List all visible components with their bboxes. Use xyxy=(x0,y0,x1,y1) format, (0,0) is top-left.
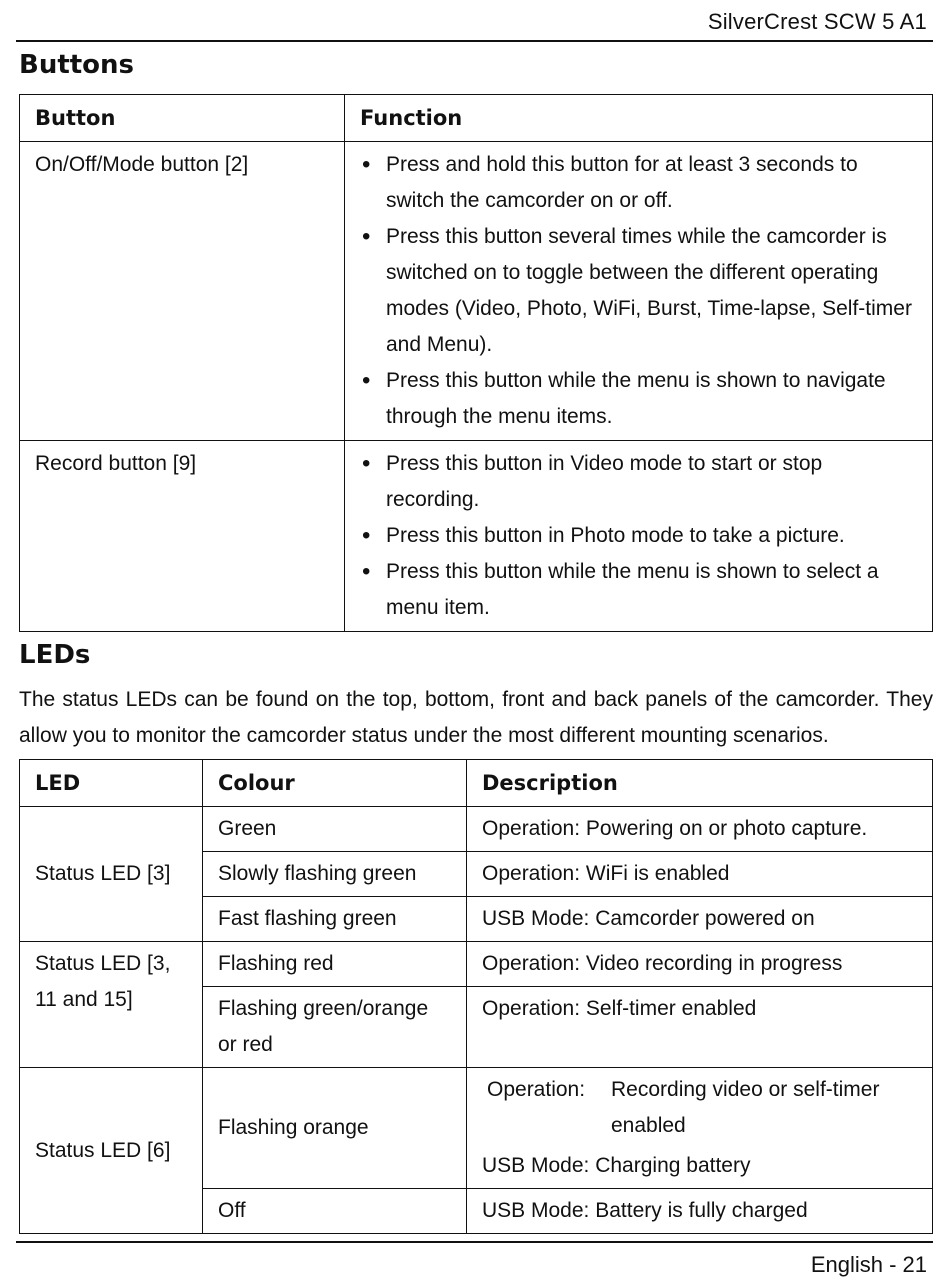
column-header-description: Description xyxy=(467,760,933,807)
list-item: • Press this button while the menu is shown to navigate through the menu items. xyxy=(386,363,917,435)
led-colour: Flashing orange xyxy=(203,1068,467,1189)
led-description: USB Mode: Camcorder powered on xyxy=(467,897,933,942)
button-name: On/Off/Mode button [2] xyxy=(20,142,345,441)
function-list xyxy=(360,147,917,435)
column-header-colour: Colour xyxy=(203,760,467,807)
led-name: Status LED [3] xyxy=(20,807,203,942)
led-colour: Off xyxy=(203,1189,467,1234)
function-cell xyxy=(345,441,933,632)
led-colour: Flashing green/orange or red xyxy=(203,987,467,1068)
led-description: Operation: WiFi is enabled xyxy=(467,852,933,897)
led-name: Status LED [3, 11 and 15] xyxy=(20,942,203,1068)
led-description: USB Mode: Battery is fully charged xyxy=(467,1189,933,1234)
page-header xyxy=(16,0,933,42)
description-pair xyxy=(482,1072,917,1144)
list-item: • Press this button in Video mode to start or stop recording. xyxy=(386,446,917,518)
led-description: Operation: Self-timer enabled xyxy=(467,987,933,1068)
description-value: Recording video or self-timer enabled xyxy=(611,1078,880,1137)
led-colour: Flashing red xyxy=(203,942,467,987)
led-name: Status LED [6] xyxy=(20,1068,203,1234)
table-header-row xyxy=(20,760,933,807)
table-row xyxy=(20,942,933,987)
column-header-led: LED xyxy=(20,760,203,807)
led-description xyxy=(467,1068,933,1189)
list-item: • Press this button in Photo mode to take a picture. xyxy=(386,518,917,554)
led-description: Operation: Video recording in progress xyxy=(467,942,933,987)
description-extra: USB Mode: Charging battery xyxy=(482,1154,751,1177)
led-description: Operation: Powering on or photo capture. xyxy=(467,807,933,852)
table-row xyxy=(20,142,933,441)
page-footer xyxy=(16,1241,933,1277)
table-header-row xyxy=(20,95,933,142)
table-row xyxy=(20,807,933,852)
description-key: Operation: xyxy=(487,1078,586,1101)
buttons-heading: Buttons xyxy=(19,50,135,80)
button-name: Record button [9] xyxy=(20,441,345,632)
list-item: • Press and hold this button for at least 3 seconds to switch the camcorder on or off. xyxy=(386,147,917,219)
page-number: English - 21 xyxy=(810,1252,927,1277)
product-model: SilverCrest SCW 5 A1 xyxy=(707,9,927,34)
column-header-function: Function xyxy=(345,95,933,142)
led-colour: Green xyxy=(203,807,467,852)
buttons-table xyxy=(19,94,933,632)
column-header-button: Button xyxy=(20,95,345,142)
table-row xyxy=(20,1068,933,1189)
list-item: • Press this button while the menu is shown to select a menu item. xyxy=(386,554,917,626)
leds-intro: The status LEDs can be found on the top, bottom, front and back panels of the camcorder. They allow you to monitor the camcorder status under the most different mounting scenarios. xyxy=(19,688,933,747)
list-item: • Press this button several times while the camcorder is switched on to toggle between the different operating modes (Video, Photo, WiFi, Burst, Time-lapse, Self-timer and Menu). xyxy=(386,219,917,363)
function-cell xyxy=(345,142,933,441)
function-list xyxy=(360,446,917,626)
table-row xyxy=(20,441,933,632)
led-table xyxy=(19,759,933,1234)
leds-heading: LEDs xyxy=(19,640,91,670)
led-colour: Slowly flashing green xyxy=(203,852,467,897)
led-colour: Fast flashing green xyxy=(203,897,467,942)
